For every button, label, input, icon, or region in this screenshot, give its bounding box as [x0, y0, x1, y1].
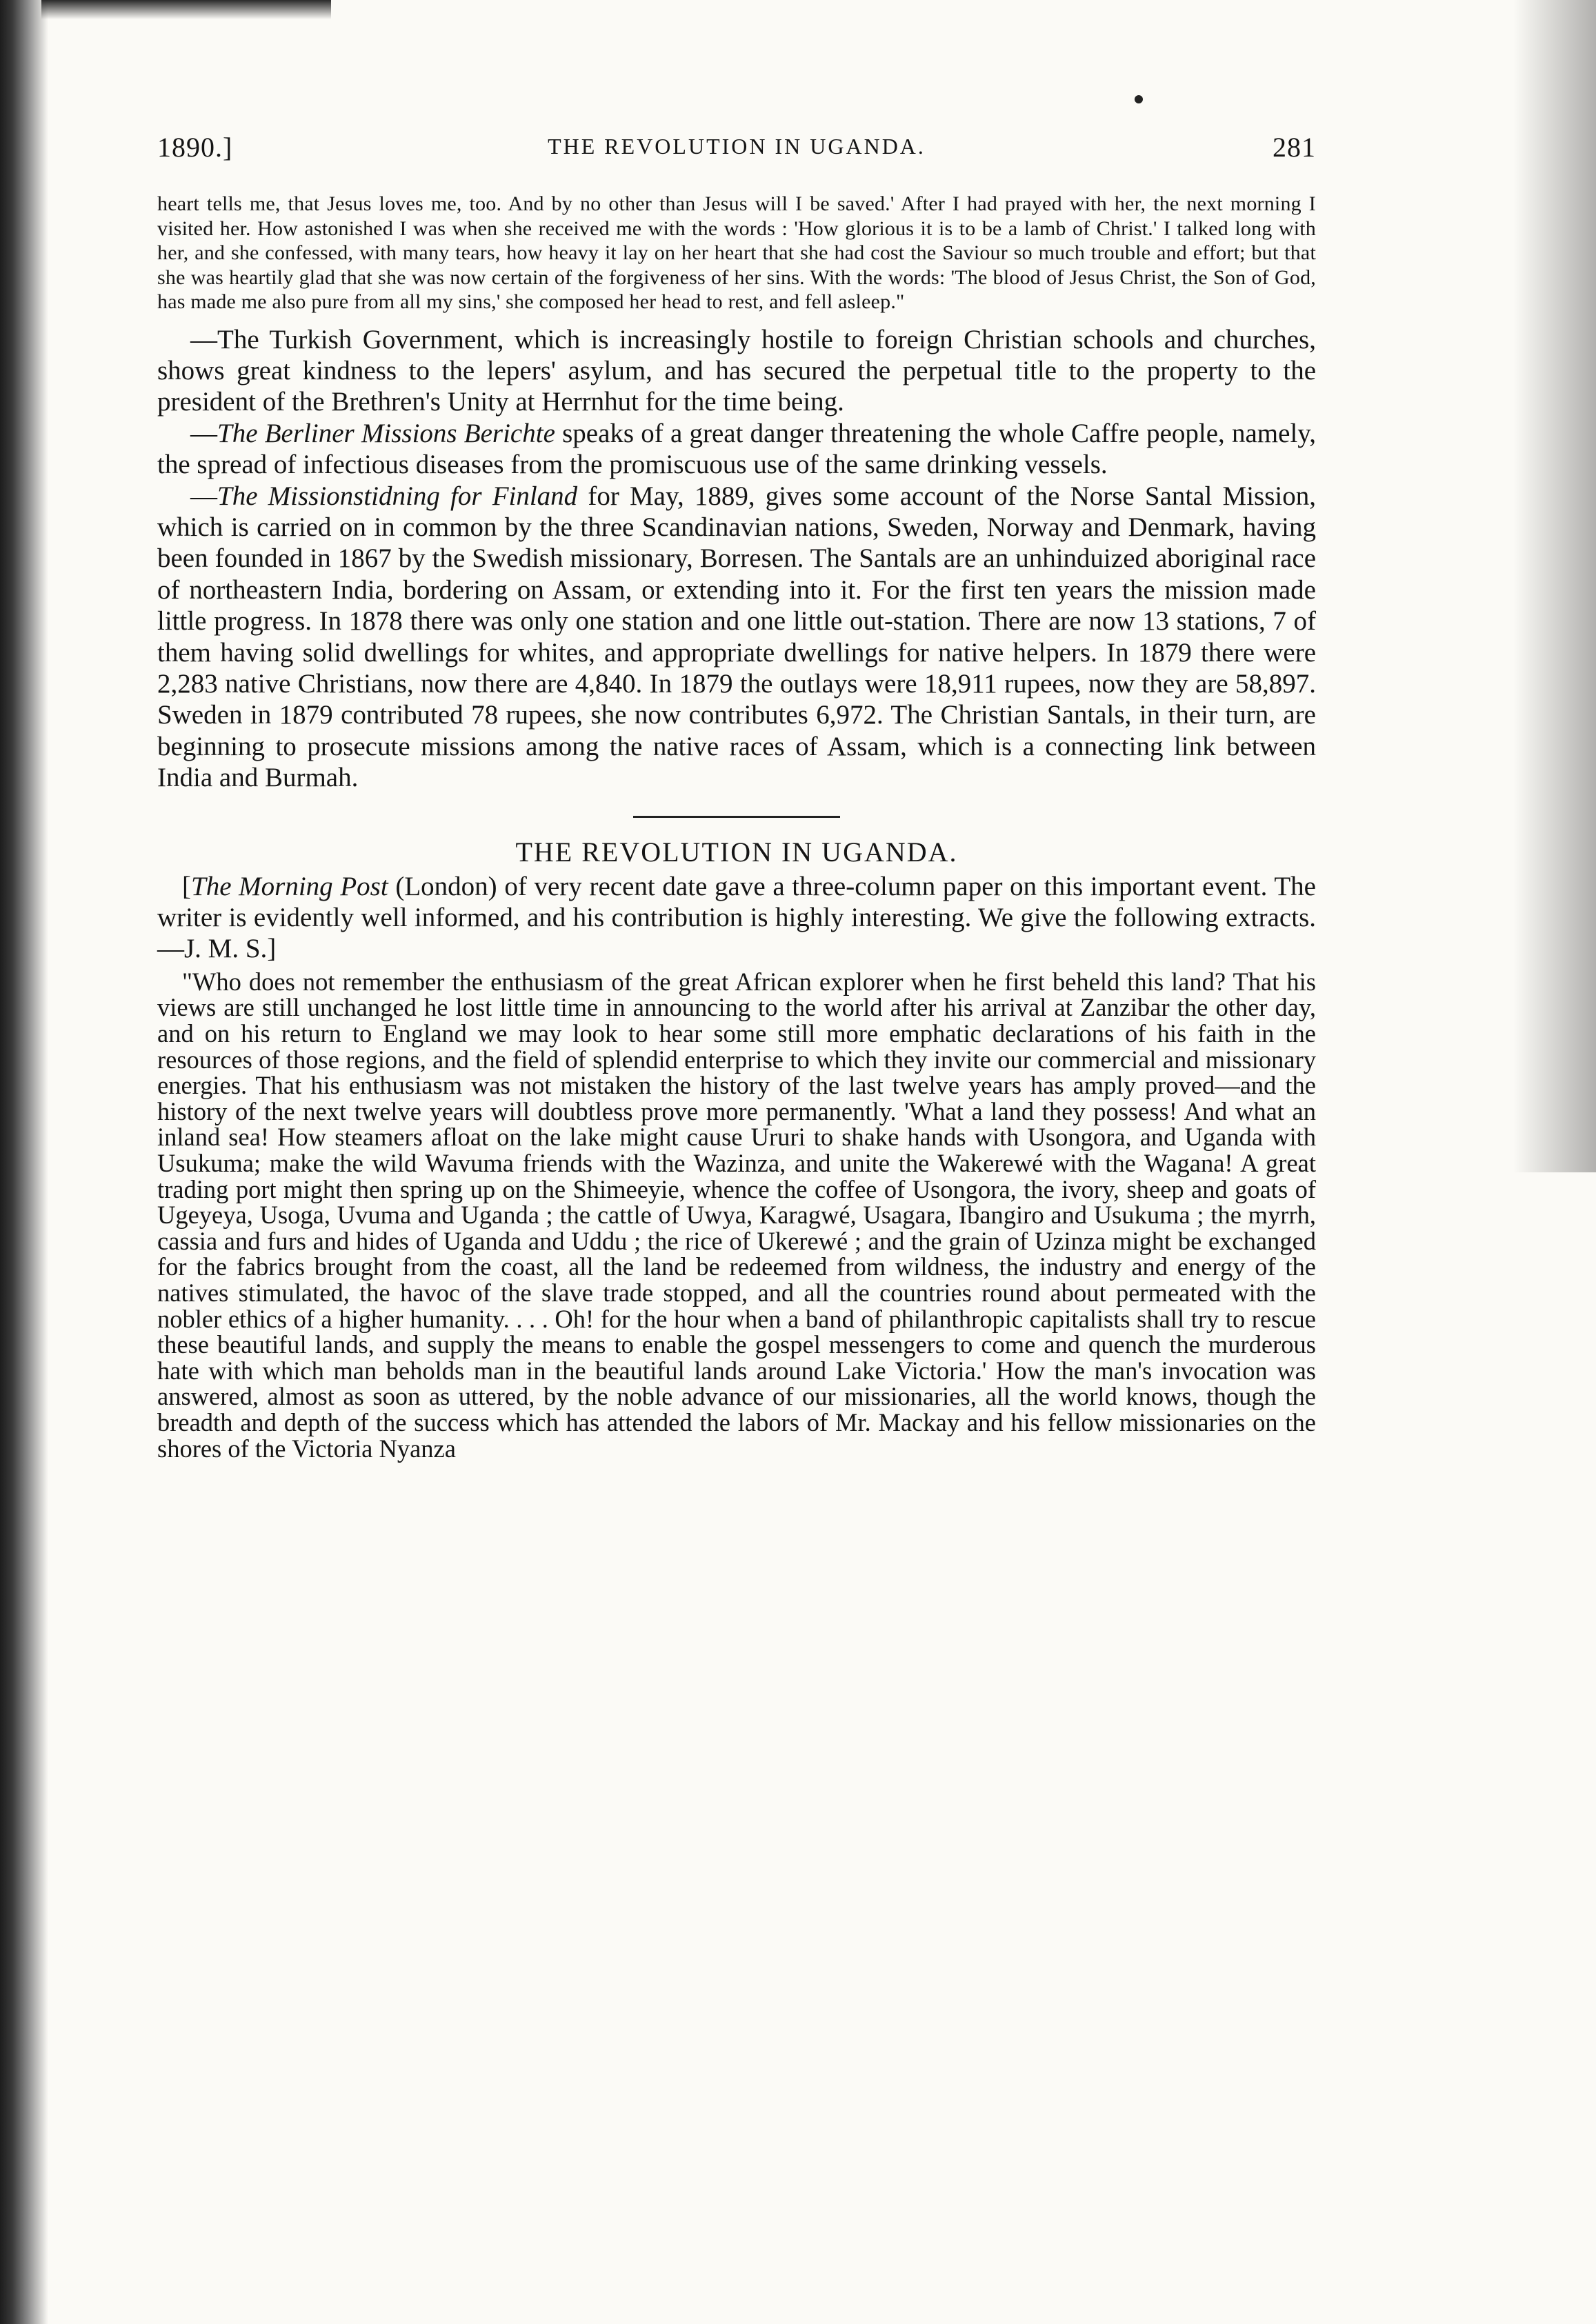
section-divider	[633, 816, 840, 818]
editorial-text: (London) of very recent date gave a three-column paper on this important event. The writer is evidently well informed, and his contribution is highly interesting. We give the following extracts.—J. M. S.]	[157, 871, 1316, 964]
scan-right-edge	[1472, 0, 1596, 1172]
section-title: THE REVOLUTION IN UGANDA.	[515, 836, 958, 868]
source-title: The Morning Post	[191, 871, 388, 901]
page-number: 281	[1273, 132, 1316, 163]
editorial-bracket: [	[182, 871, 191, 901]
paragraph-dash: —	[190, 418, 217, 448]
paragraph-santal-mission	[157, 481, 1316, 794]
editorial-note	[157, 871, 1316, 965]
publication-title: The Berliner Missions Berichte	[217, 418, 555, 448]
paragraph-dash: —	[190, 324, 217, 354]
scan-top-edge	[41, 0, 331, 19]
article-body-text: "Who does not remember the enthusiasm of the great African explorer when he first beheld this land? That his views are still unchanged he lost little time in announcing to the world after his arrival at Zanzibar the other day, and on his return to England we may look to hear some still more emphatic declarations of his faith in the resources of those regions, and the field of splendid enterprise to which they invite our commercial and missionary energies. That his enthusiasm was not mistaken the history of the last twelve years has amply proved—and the history of the next twelve years will doubtless prove more permanently. 'What a land they possess! And what an inland sea! How steamers afloat on the lake might cause Ururi to shake hands with Usongora, and Uganda with Usukuma; make the wild Wavuma friends with the Wazinza, and unite the Wakerewé with the Wagana! A great trading port might then spring up on the Shimeeyie, whence the coffee of Usongora, the ivory, sheep and goats of Ugeyeya, Usoga, Uvuma and Uganda ; the cattle of Uwya, Karagwé, Usagara, Ibangiro and Usukuma ; the myrrh, cassia and furs and hides of Uganda and Uddu ; the rice of Ukerewé ; and the grain of Uzinza might be exchanged for the fabrics brought from the coast, all the land be redeemed from wildness, the industry and energy of the natives stimulated, the havoc of the slave trade stopped, and all the countries round about permeated with the nobler ethics of a higher humanity. . . . Oh! for the hour when a band of philanthropic capitalists shall try to rescue these beautiful lands, and supply the means to enable the gospel messengers to come and quench the murderous hate with which man beholds man in the beautiful lands around Lake Victoria.' How the man's invocation was answered, almost as soon as uttered, by the noble advance of our missionaries, all the world knows, though the breadth and depth of the success which has attended the labors of Mr. Mackay and his fellow missionaries on the shores of the Victoria Nyanza	[157, 967, 1316, 1463]
paragraph-text: speaks of a great danger threatening the whole Caffre people, namely, the spread of infectious diseases from the promiscuous use of the same drinking vessels.	[157, 418, 1316, 480]
paragraph-text: for May, 1889, gives some account of the Norse Santal Mission, which is carried on in common by the three Scandinavian nations, Sweden, Norway and Denmark, having been founded in 1867 by the Swedish missionary, Borresen. The Santals are an unhinduized aboriginal race of northeastern India, bordering on Assam, or extending into it. For the first ten years the mission made little progress. In 1878 there was only one station and one little out-station. There are now 13 stations, 7 of them having solid dwellings for whites, and appropriate dwellings for native helpers. In 1879 there were 2,283 native Christians, now there are 4,840. In 1879 the outlays were 18,911 rupees, now they are 58,897. Sweden in 1879 contributed 78 rupees, she now contributes 6,972. The Christian Santals, in their turn, are beginning to prosecute missions among the native races of Assam, which is a connecting link between India and Burmah.	[157, 481, 1317, 793]
paragraph-dash: —	[190, 481, 217, 511]
ink-dot	[1135, 95, 1143, 103]
publication-title: The Missionstidning for Finland	[217, 481, 578, 511]
running-head-year: 1890.]	[157, 132, 233, 163]
running-head-title: THE REVOLUTION IN UGANDA.	[548, 134, 926, 159]
printed-page	[157, 131, 1316, 1461]
quote-continuation	[157, 192, 1316, 314]
paragraph-turkish-government	[157, 324, 1316, 418]
quote-continuation-text: heart tells me, that Jesus loves me, too. And by no other than Jesus will I be saved.' After I had prayed with her, the next morning I visited her. How astonished I was when she received me with the words : 'How glorious it is to be a lamb of Christ.' I talked long with her, and she confessed, with many tears, how heavy it lay on her heart that she had cost the Saviour so much trouble and effort; but that she was heartily glad that she was now certain of the forgiveness of her sins. With the words: 'The blood of Jesus Christ, the Son of God, has made me also pure from all my sins,' she composed her head to rest, and fell asleep."	[157, 192, 1316, 313]
paragraph-berliner-missions	[157, 418, 1316, 481]
article-body	[157, 969, 1316, 1461]
scan-binding-edge	[0, 0, 48, 2324]
paragraph-text: The Turkish Government, which is increasingly hostile to foreign Christian schools and churches, shows great kindness to the lepers' asylum, and has secured the perpetual title to the property to the president of the Brethren's Unity at Herrnhut for the time being.	[157, 324, 1316, 417]
running-head	[157, 131, 1316, 179]
